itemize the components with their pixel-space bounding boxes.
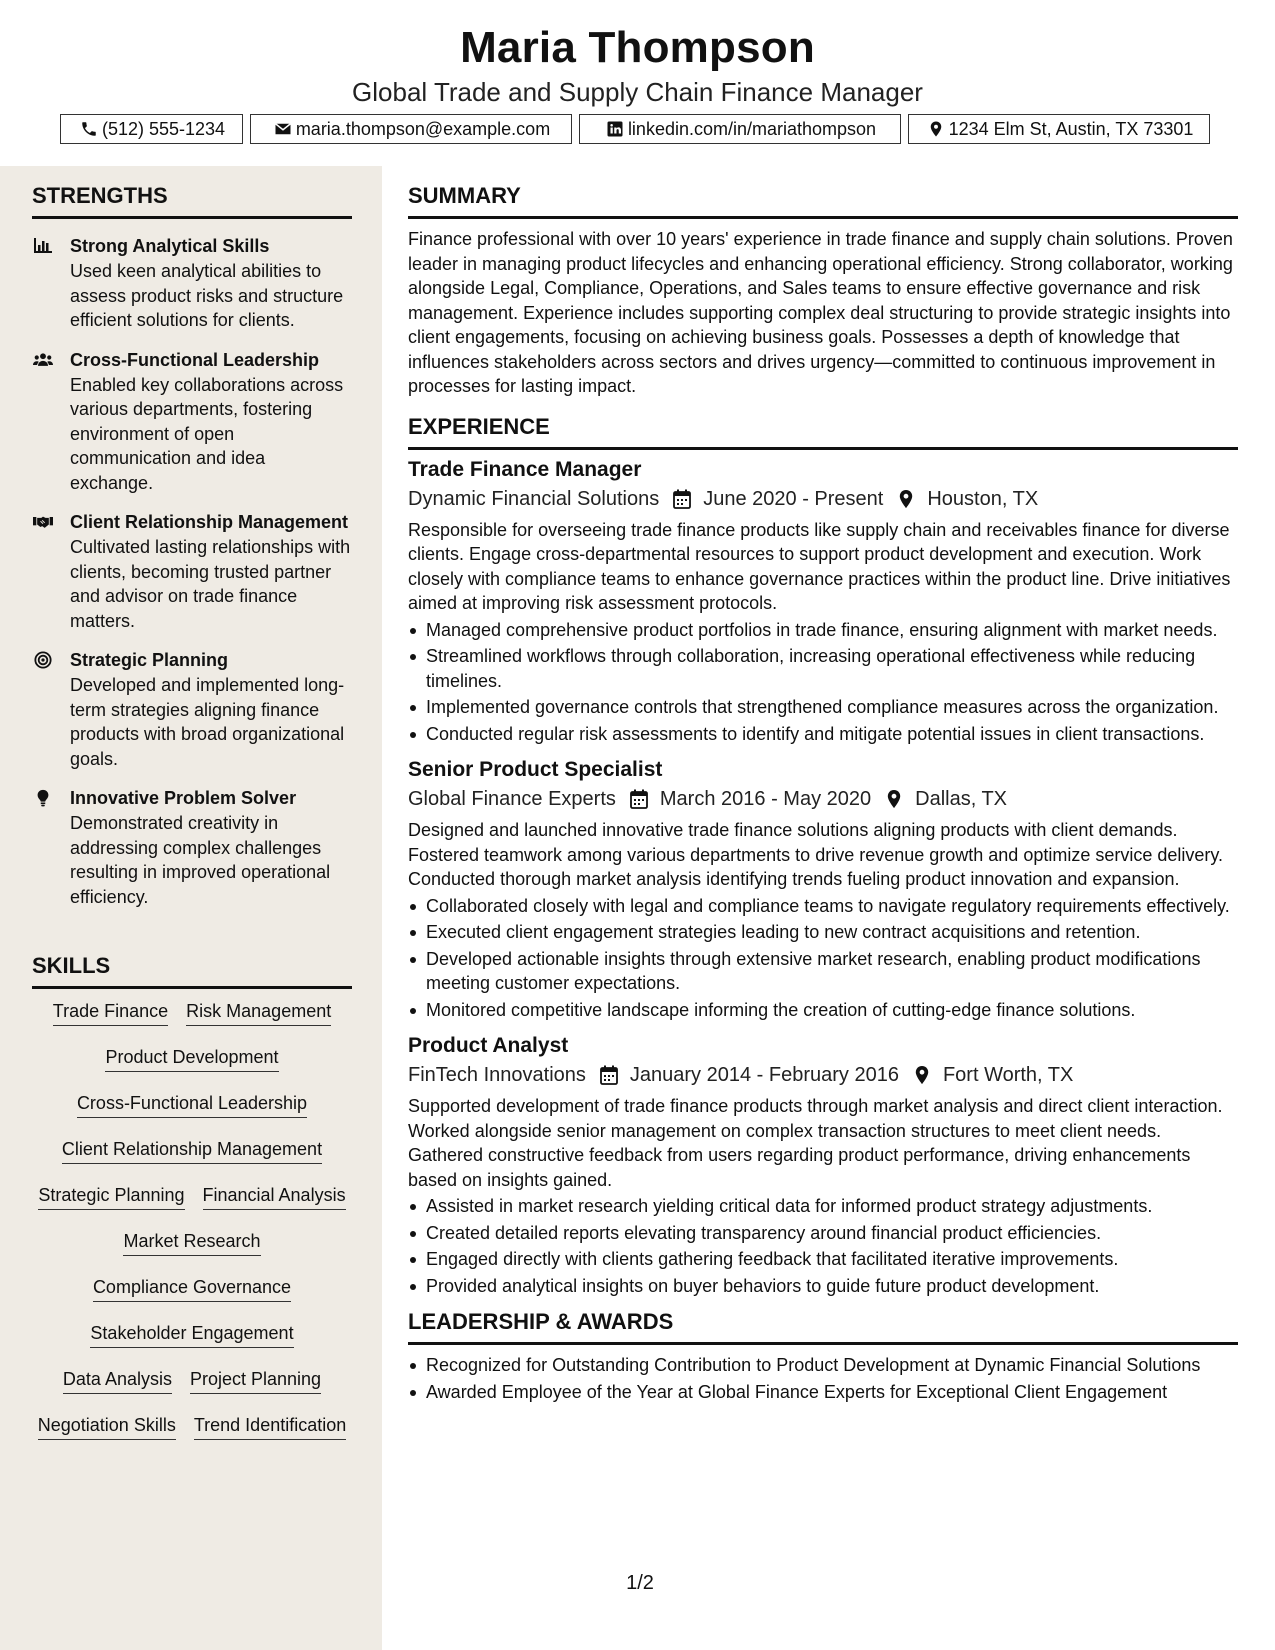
experience-heading: EXPERIENCE <box>408 413 1238 450</box>
map-pin-icon <box>911 1064 933 1086</box>
candidate-title: Global Trade and Supply Chain Finance Manager <box>352 77 923 107</box>
job-location: Dallas, TX <box>915 788 1008 810</box>
calendar-icon <box>628 788 650 810</box>
contact-bar <box>60 114 1210 144</box>
job-bullet: Implemented governance controls that strengthened compliance measures across the organization. <box>408 695 1238 720</box>
phone-icon <box>78 118 100 140</box>
award-item: Awarded Employee of the Year at Global Finance Experts for Exceptional Client Engagement <box>408 1380 1238 1405</box>
job-entry <box>408 1032 1238 1298</box>
bar-chart-icon <box>32 236 54 256</box>
job-company: FinTech Innovations <box>408 1064 586 1086</box>
job-title: Product Analyst <box>408 1034 569 1057</box>
skill-tag: Data Analysis <box>63 1367 172 1394</box>
page-number: 1/2 <box>626 1572 654 1594</box>
lightbulb-icon <box>32 788 54 808</box>
skill-tag: Stakeholder Engagement <box>90 1321 293 1348</box>
job-bullet: Developed actionable insights through extensive market research, enabling product modifications meeting customer expectations. <box>408 947 1238 996</box>
contact-phone-text: (512) 555-1234 <box>101 118 226 139</box>
job-bullet: Conducted regular risk assessments to identify and mitigate potential issues in client transactions. <box>408 722 1238 747</box>
strength-item <box>32 233 352 333</box>
strengths-section <box>32 182 352 909</box>
job-dates: March 2016 - May 2020 <box>659 788 872 810</box>
job-company: Global Finance Experts <box>408 788 616 810</box>
job-description: Responsible for overseeing trade finance products like supply chain and receivables finance for diverse clients. Engage cross-departmental resources to support product development and execution. Work closely with compliance teams to enhance governance practices within the product line. Drive initiatives aimed at improving risk assessment protocols. <box>408 519 1231 613</box>
strength-item <box>32 785 352 909</box>
contact-address <box>908 114 1210 144</box>
summary-section <box>408 182 1238 399</box>
skills-heading: SKILLS <box>32 952 352 989</box>
strength-item <box>32 647 352 771</box>
contact-phone[interactable] <box>60 114 243 144</box>
job-entry <box>408 456 1238 747</box>
calendar-icon <box>671 488 693 510</box>
calendar-icon <box>598 1064 620 1086</box>
awards-list <box>408 1353 1238 1404</box>
resume-header <box>0 20 1275 108</box>
skill-tag: Product Development <box>105 1045 278 1072</box>
skill-tag: Trade Finance <box>53 999 168 1026</box>
skill-list <box>32 999 352 1459</box>
skill-tag: Market Research <box>123 1229 260 1256</box>
skill-tag: Strategic Planning <box>38 1183 184 1210</box>
strength-desc: Demonstrated creativity in addressing complex challenges resulting in improved operational efficiency. <box>70 813 331 907</box>
map-pin-icon <box>895 488 917 510</box>
contact-linkedin-text: linkedin.com/in/mariathompson <box>627 118 877 139</box>
job-bullet: Monitored competitive landscape informing the creation of cutting-edge finance solutions. <box>408 998 1238 1023</box>
strength-title: Cross-Functional Leadership <box>70 349 320 370</box>
job-bullet: Provided analytical insights on buyer behaviors to guide future product development. <box>408 1274 1238 1299</box>
job-dates: June 2020 - Present <box>703 487 884 510</box>
target-icon <box>32 650 54 670</box>
skill-tag: Risk Management <box>186 999 331 1026</box>
job-title: Trade Finance Manager <box>408 457 642 481</box>
contact-address-text: 1234 Elm St, Austin, TX 73301 <box>948 118 1194 139</box>
envelope-icon <box>272 118 294 140</box>
job-bullet: Collaborated closely with legal and compliance teams to navigate regulatory requirements effectively. <box>408 894 1238 919</box>
job-location: Fort Worth, TX <box>942 1064 1074 1086</box>
strength-desc: Cultivated lasting relationships with clients, becoming trusted partner and advisor on trade finance matters. <box>70 537 351 631</box>
contact-linkedin[interactable] <box>579 114 901 144</box>
job-description: Designed and launched innovative trade finance solutions aligning products with client demands. Fostered teamwork among various departments to drive revenue growth and optimize service delivery. Conducted thorough market analysis identifying trends fueling product innovation and expansion. <box>408 820 1224 889</box>
job-bullet: Created detailed reports elevating transparency around financial product efficiencies. <box>408 1221 1238 1246</box>
job-meta <box>408 784 1238 814</box>
map-pin-icon <box>925 118 947 140</box>
job-bullet: Managed comprehensive product portfolios in trade finance, ensuring alignment with market needs. <box>408 618 1238 643</box>
job-bullet: Assisted in market research yielding critical data for informed product strategy adjustments. <box>408 1194 1238 1219</box>
skill-tag: Cross-Functional Leadership <box>77 1091 307 1118</box>
job-bullet: Executed client engagement strategies leading to new contract acquisitions and retention. <box>408 920 1238 945</box>
contact-email-text: maria.thompson@example.com <box>295 118 551 139</box>
job-bullet: Streamlined workflows through collaboration, increasing operational effectiveness while reducing timelines. <box>408 644 1238 693</box>
job-meta <box>408 484 1238 514</box>
job-bullet: Engaged directly with clients gathering feedback that facilitated iterative improvements. <box>408 1247 1238 1272</box>
strengths-heading: STRENGTHS <box>32 182 352 219</box>
job-entry <box>408 756 1238 1022</box>
strength-item <box>32 509 352 633</box>
contact-email[interactable] <box>250 114 572 144</box>
skill-tag: Project Planning <box>190 1367 321 1394</box>
summary-text: Finance professional with over 10 years' experience in trade finance and supply chain solutions. Proven leader in managing product lifecycles and enhancing operational efficiency. Strong collaborator, working alongside Legal, Compliance, Operations, and Sales teams to ensure effective governance and risk management. Experience includes supporting complex deal structuring to provide strategic insights into client engagements, focusing on achieving business goals. Possesses a depth of knowledge that influences stakeholders across sectors and drives urgency—committed to continuous improvement in processes for lasting impact. <box>408 229 1233 396</box>
skills-section <box>32 952 352 1459</box>
strength-desc: Enabled key collaborations across various departments, fostering environment of open communication and idea exchange. <box>70 374 344 493</box>
main-content <box>408 182 1238 1414</box>
summary-heading: SUMMARY <box>408 182 1238 219</box>
awards-section <box>408 1308 1238 1404</box>
strength-desc: Used keen analytical abilities to assess product risks and structure efficient solutions for clients. <box>70 261 344 330</box>
skill-tag: Compliance Governance <box>93 1275 291 1302</box>
skill-tag: Trend Identification <box>194 1413 346 1440</box>
experience-section <box>408 413 1238 1299</box>
users-icon <box>32 350 54 370</box>
job-bullets <box>408 894 1238 1023</box>
job-company: Dynamic Financial Solutions <box>408 487 660 510</box>
strength-title: Strategic Planning <box>70 650 229 670</box>
strength-item <box>32 347 352 496</box>
job-description: Supported development of trade finance products through market analysis and direct client interaction. Worked alongside senior management on complex transaction structures to meet client needs. Gathered constructive feedback from users regarding product performance, driving enhancements based on insights gained. <box>408 1096 1223 1190</box>
strength-title: Innovative Problem Solver <box>70 788 297 808</box>
award-item: Recognized for Outstanding Contribution to Product Development at Dynamic Financial Solutions <box>408 1353 1238 1378</box>
skill-tag: Client Relationship Management <box>62 1137 322 1164</box>
map-pin-icon <box>883 788 905 810</box>
skill-tag: Negotiation Skills <box>38 1413 176 1440</box>
strength-desc: Developed and implemented long-term strategies aligning finance products with broad organizational goals. <box>70 675 345 769</box>
job-bullets <box>408 1194 1238 1298</box>
job-title: Senior Product Specialist <box>408 758 663 781</box>
linkedin-icon <box>604 118 626 140</box>
job-bullets <box>408 618 1238 747</box>
handshake-icon <box>32 512 54 532</box>
job-meta <box>408 1060 1238 1090</box>
awards-heading: LEADERSHIP & AWARDS <box>408 1308 1238 1345</box>
job-location: Houston, TX <box>927 487 1039 510</box>
strength-title: Strong Analytical Skills <box>70 236 270 256</box>
skill-tag: Financial Analysis <box>203 1183 346 1210</box>
job-dates: January 2014 - February 2016 <box>629 1064 899 1086</box>
strength-title: Client Relationship Management <box>70 512 349 532</box>
candidate-name: Maria Thompson <box>460 23 815 72</box>
